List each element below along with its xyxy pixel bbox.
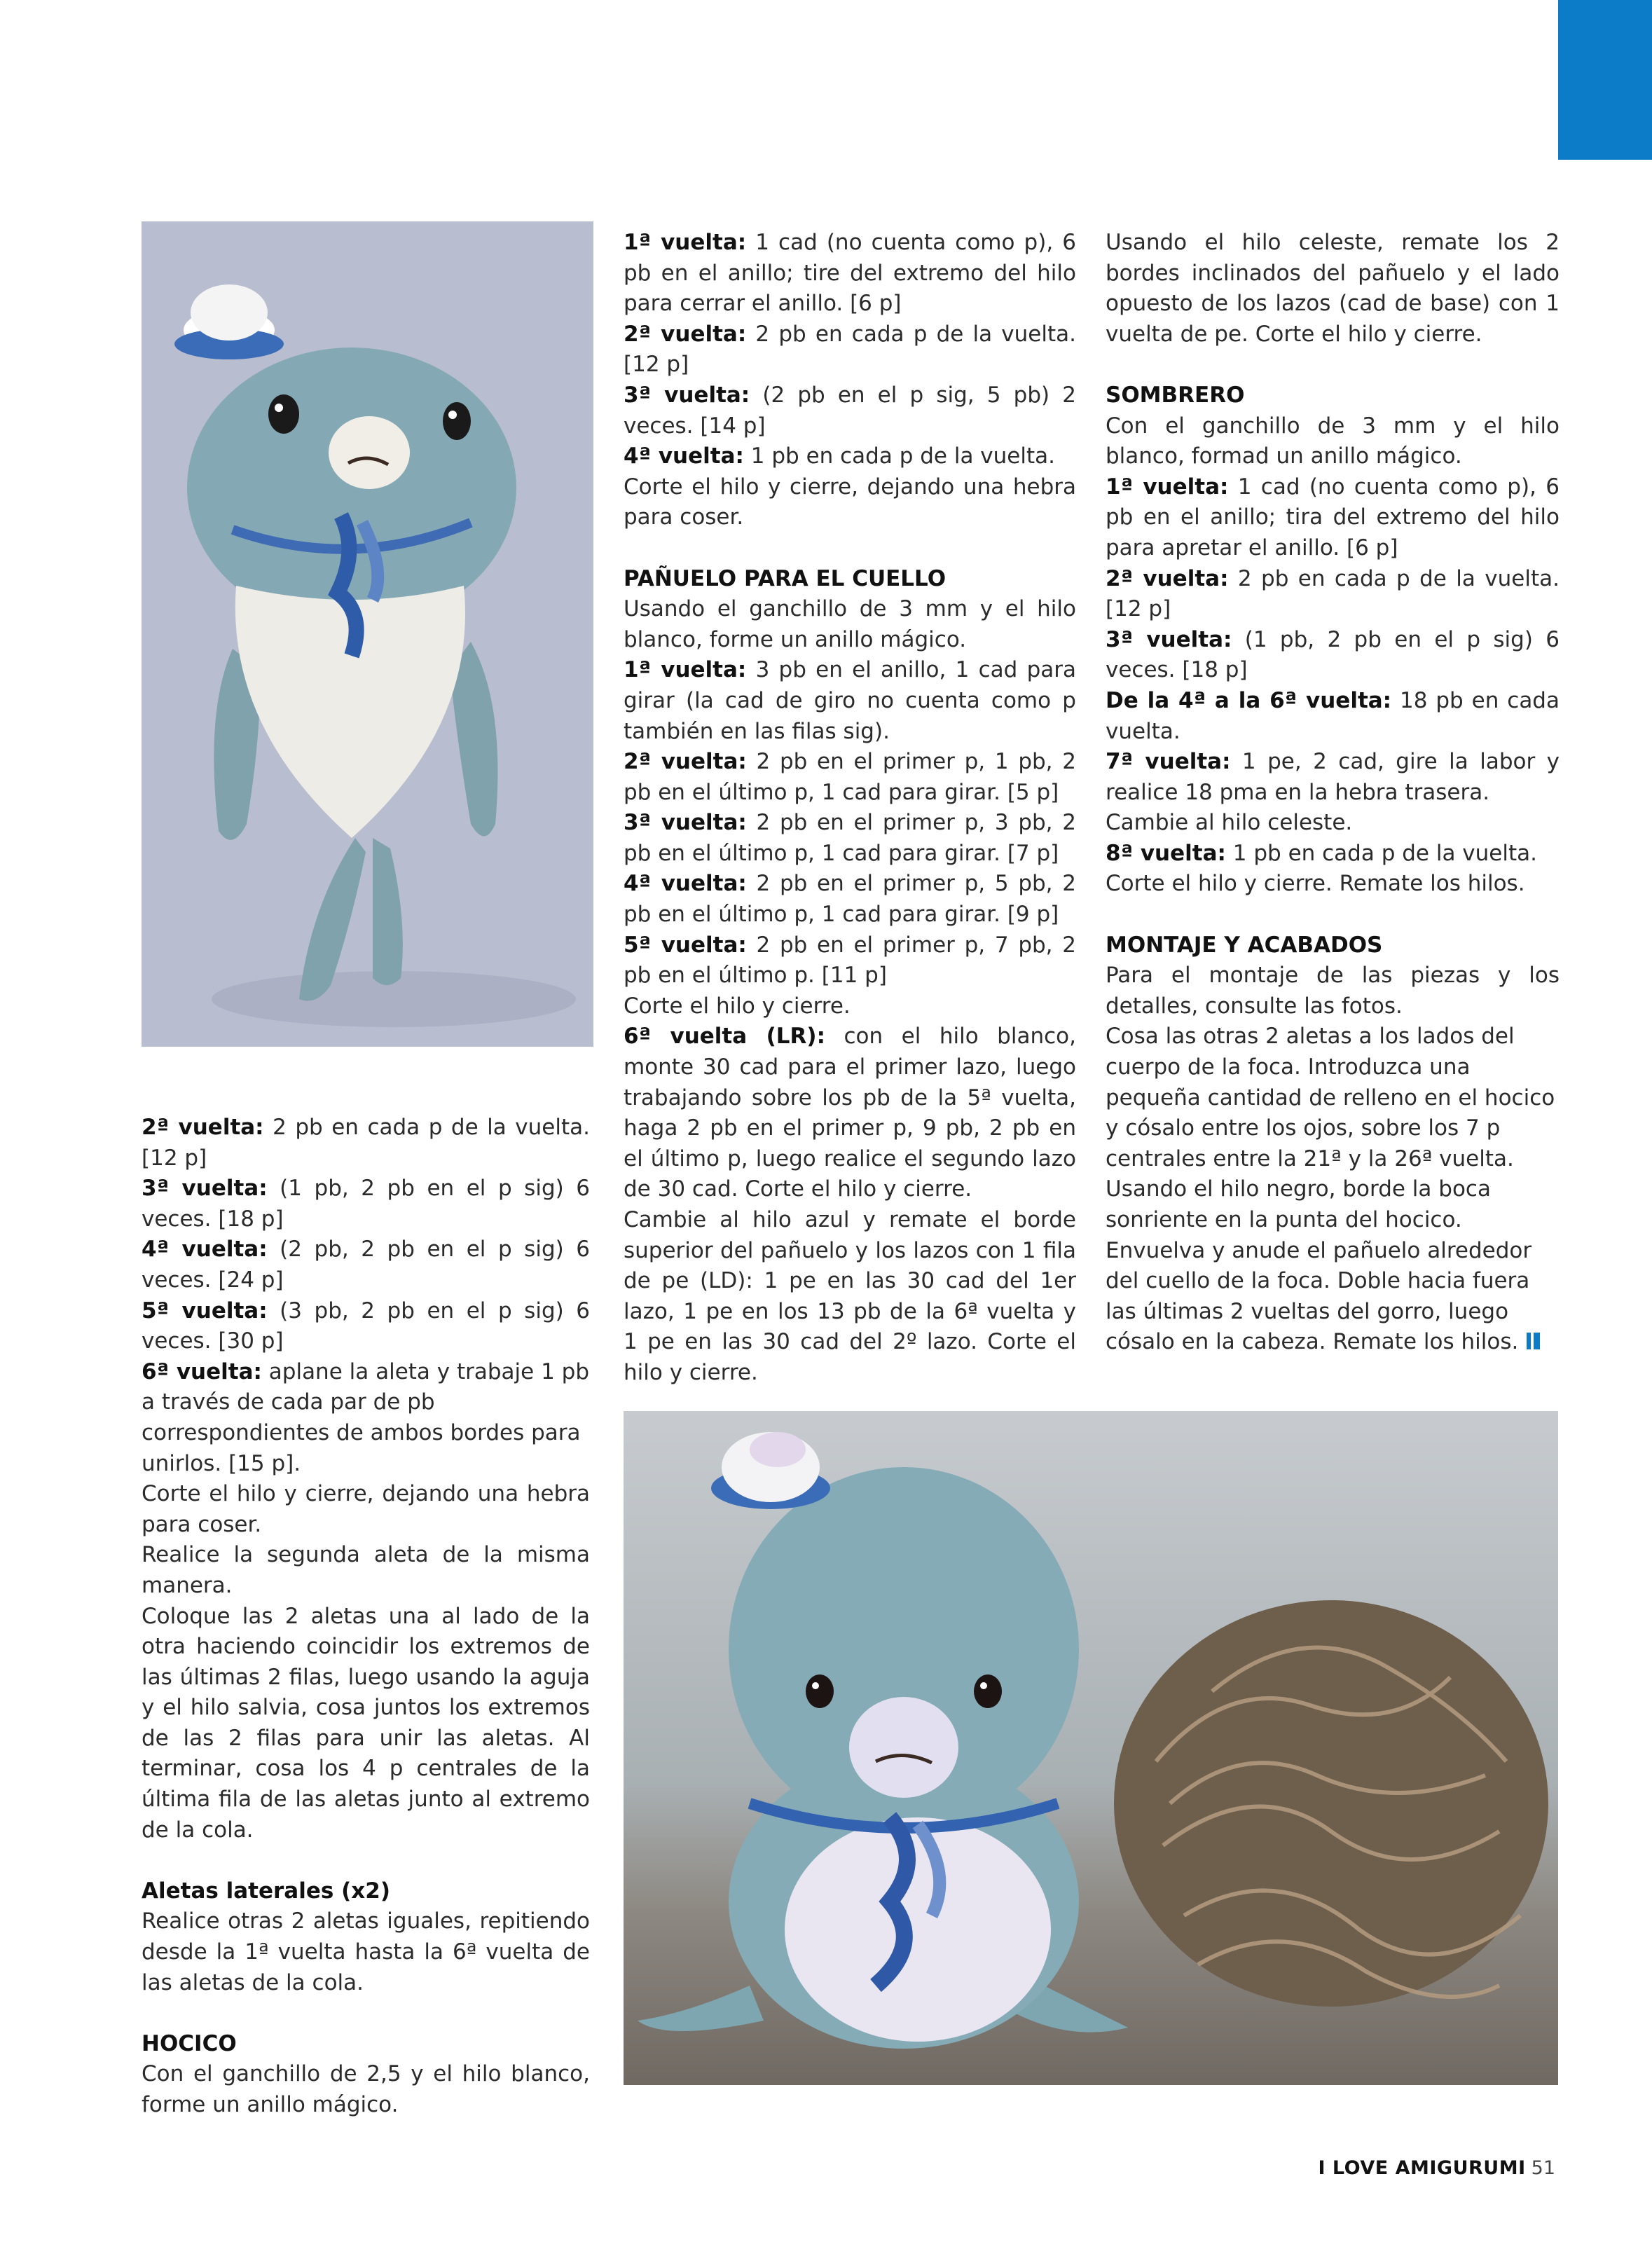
section-heading: Aletas laterales (x2) — [142, 1878, 391, 1904]
paragraph: Realice la segunda aleta de la misma manera. — [142, 1542, 590, 1598]
paragraph: 5ª vuelta: (3 pb, 2 pb en el p sig) 6 veces. [30 p] — [142, 1298, 590, 1354]
magazine-name: I LOVE AMIGURUMI — [1318, 2157, 1526, 2179]
paragraph: 4ª vuelta: 2 pb en el primer p, 5 pb, 2 pb en el último p, 1 cad para girar. [9 p] — [624, 871, 1076, 928]
paragraph: 3ª vuelta: (1 pb, 2 pb en el p sig) 6 veces. [18 p] — [1106, 626, 1560, 683]
paragraph: Coloque las 2 aletas una al lado de la otra haciendo coincidir los extremos de las últimas 2 filas, luego usando la aguja y el hilo salvia, cosa juntos los extremos de las 2 filas para unir las aletas. Al terminar, cosa los 4 p centrales de la última fila de las aletas junto al extremo de la cola. — [142, 1603, 590, 1843]
paragraph: Usando el hilo celeste, remate los 2 bordes inclinados del pañuelo y el lado opuesto de los lazos (cad de base) con 1 vuelta de pe. Corte el hilo y cierre. — [1106, 230, 1560, 347]
text-column-3 — [1106, 228, 1560, 1359]
section-heading: MONTAJE Y ACABADOS — [1106, 932, 1383, 958]
paragraph: Para el montaje de las piezas y los detalles, consulte las fotos. — [1106, 963, 1560, 1019]
page-footer — [1121, 2157, 1555, 2180]
paragraph: De la 4ª a la 6ª vuelta: 18 pb en cada vuelta. — [1106, 687, 1560, 744]
paragraph: 8ª vuelta: 1 pb en cada p de la vuelta. — [1106, 840, 1537, 866]
section-heading: SOMBRERO — [1106, 382, 1245, 408]
paragraph: Cosa las otras 2 aletas a los lados del cuerpo de la foca. Introduzca una pequeña cantidad de relleno en el hocico y cósalo entre los ojos, sobre los 7 p centrales entre la 21ª y la 26ª vuelta. Usando el hilo negro, borde la boca sonriente en la punta del hocico. Envuelva y anude el pañuelo alrededor del cuello de la foca. Doble hacia fuera las últimas 2 vueltas del gorro, luego cósalo en la cabeza. Remate los hilos. — [1106, 1022, 1560, 1358]
paragraph: Realice otras 2 aletas iguales, repitiendo desde la 1ª vuelta hasta la 6ª vuelta de las aletas de la cola. — [142, 1909, 590, 1995]
paragraph: Con el ganchillo de 2,5 y el hilo blanco, forme un anillo mágico. — [142, 2061, 590, 2117]
paragraph: Corte el hilo y cierre. Remate los hilos. — [1106, 871, 1525, 897]
paragraph: 4ª vuelta: 1 pb en cada p de la vuelta. — [624, 443, 1055, 469]
section-color-tab — [1558, 0, 1652, 160]
paragraph: 4ª vuelta: (2 pb, 2 pb en el p sig) 6 veces. [24 p] — [142, 1237, 590, 1293]
paragraph: 5ª vuelta: 2 pb en el primer p, 7 pb, 2 pb en el último p. [11 p] — [624, 932, 1076, 989]
paragraph: Corte el hilo y cierre, dejando una hebra para coser. — [142, 1481, 590, 1537]
section-heading: PAÑUELO PARA EL CUELLO — [624, 565, 947, 591]
paragraph: Cambie al hilo celeste. — [1106, 810, 1353, 836]
paragraph: 2ª vuelta: 2 pb en cada p de la vuelta. [12 p] — [1106, 565, 1560, 622]
paragraph: 2ª vuelta: 2 pb en cada p de la vuelta. [12 p] — [624, 321, 1076, 378]
paragraph: Usando el ganchillo de 3 mm y el hilo blanco, forme un anillo mágico. — [624, 596, 1076, 652]
text-column-1 — [142, 1113, 590, 2121]
paragraph: 6ª vuelta: aplane la aleta y trabaje 1 pb a través de cada par de pb correspondientes de ambos bordes para unirlos. [15 p]. — [142, 1359, 590, 1476]
paragraph: 3ª vuelta: 2 pb en el primer p, 3 pb, 2 pb en el último p, 1 cad para girar. [7 p] — [624, 810, 1076, 866]
page-number: 51 — [1531, 2157, 1555, 2179]
paragraph: 2ª vuelta: 2 pb en el primer p, 1 pb, 2 pb en el último p, 1 cad para girar. [5 p] — [624, 749, 1076, 805]
paragraph: 1ª vuelta: 3 pb en el anillo, 1 cad para girar (la cad de giro no cuenta como p también en las filas sig). — [624, 657, 1076, 744]
paragraph: 1ª vuelta: 1 cad (no cuenta como p), 6 pb en el anillo; tira del extremo del hilo para apretar el anillo. [6 p] — [1106, 474, 1560, 560]
paragraph: 2ª vuelta: 2 pb en cada p de la vuelta. [12 p] — [142, 1115, 590, 1171]
amigurumi-seal-photo-bottom — [624, 1411, 1558, 2085]
paragraph: 3ª vuelta: (2 pb en el p sig, 5 pb) 2 veces. [14 p] — [624, 382, 1076, 439]
paragraph: 1ª vuelta: 1 cad (no cuenta como p), 6 pb en el anillo; tire del extremo del hilo para cerrar el anillo. [6 p] — [624, 230, 1076, 317]
paragraph: 7ª vuelta: 1 pe, 2 cad, gire la labor y realice 18 pma en la hebra trasera. — [1106, 749, 1560, 805]
section-heading: HOCICO — [142, 2030, 237, 2056]
paragraph: Con el ganchillo de 3 mm y el hilo blanco, formad un anillo mágico. — [1106, 413, 1560, 469]
paragraph: 6ª vuelta (LR): con el hilo blanco, monte 30 cad para el primer lazo, luego trabajando sobre los pb de la 5ª vuelta, haga 2 pb en el primer p, 9 pb, 2 pb en el último p, luego realice el segundo lazo de 30 cad. Corte el hilo y cierre. — [624, 1024, 1076, 1202]
text-column-2 — [624, 228, 1076, 1389]
paragraph: Corte el hilo y cierre. — [624, 993, 851, 1019]
paragraph: 3ª vuelta: (1 pb, 2 pb en el p sig) 6 veces. [18 p] — [142, 1176, 590, 1232]
paragraph: Corte el hilo y cierre, dejando una hebra para coser. — [624, 474, 1076, 530]
end-of-article-icon — [1527, 1328, 1543, 1359]
amigurumi-seal-photo-top — [142, 221, 593, 1047]
paragraph: Cambie al hilo azul y remate el borde superior del pañuelo y los lazos con 1 fila de pe (LD): 1 pe en las 30 cad del 1er lazo, 1 pe en los 13 pb de la 6ª vuelta y 1 pe en las 30 cad del 2º lazo. Corte el hilo y cierre. — [624, 1207, 1076, 1385]
